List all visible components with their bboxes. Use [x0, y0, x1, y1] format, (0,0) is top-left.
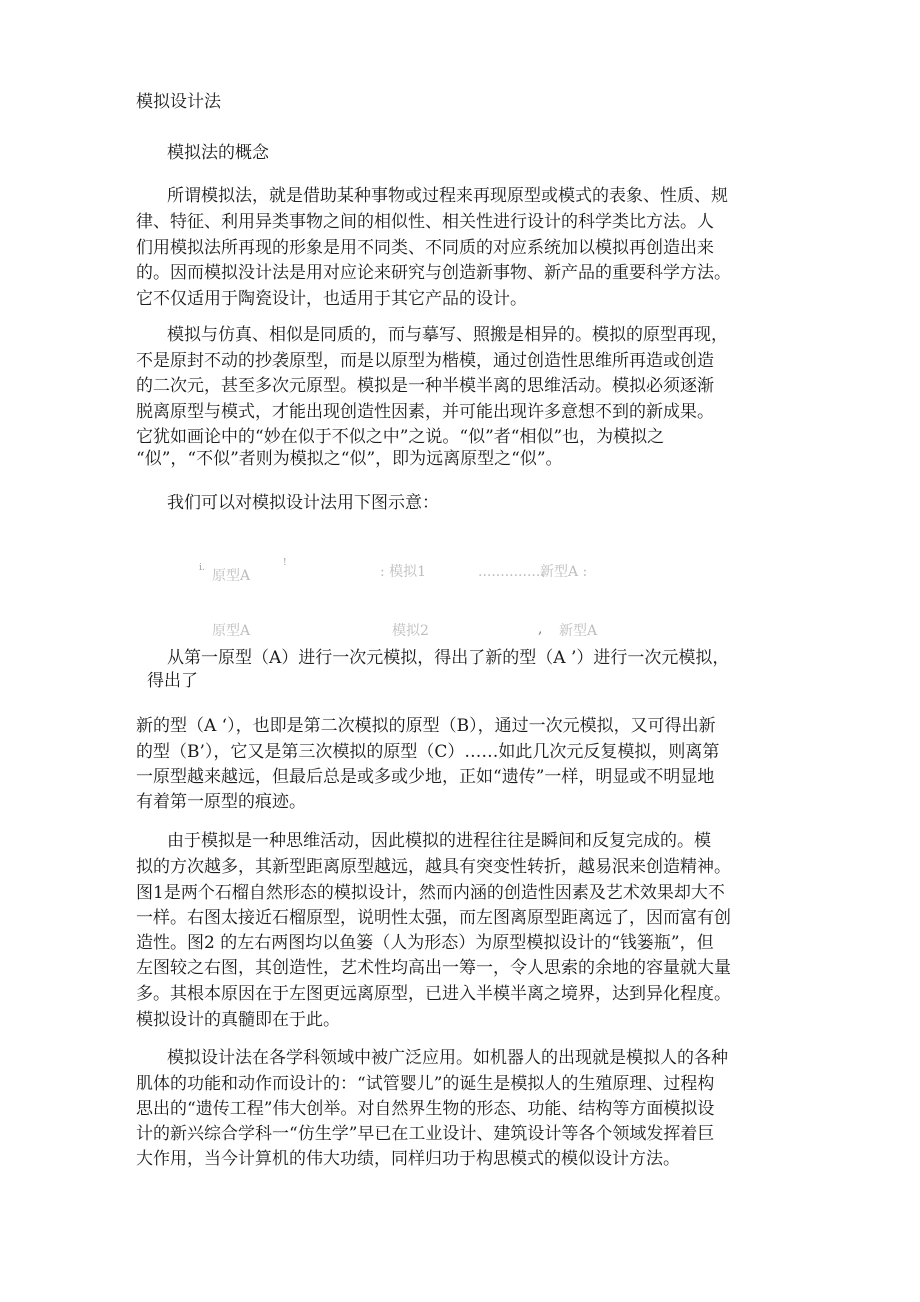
paragraph-line: 肌体的功能和动作而设计的：“试管婴儿”的诞生是模拟人的生殖原理、过程构 [136, 1074, 715, 1094]
paragraph-line: 它不仅适用于陶瓷设计，也适用于其它产品的设计。 [136, 289, 527, 309]
paragraph-line: 一样。右图太接近石榴原型，说明性太强，而左图离原型距离远了，因而富有创 [136, 908, 731, 928]
paragraph-line: 模拟设计法在各学科领域中被广泛应用。如机器人的出现就是模拟人的各种 [167, 1048, 728, 1068]
paragraph-line: 大作用，当今计算机的伟大功绩，同样归功于构思模式的模似设计方法。 [136, 1149, 680, 1169]
paragraph-line: 由于模拟是一种思维活动，因此模拟的进程往往是瞬间和反复完成的。模 [167, 831, 711, 851]
paragraph-line: 脱离原型与模式，才能出现创造性因素，并可能出现许多意想不到的新成果。 [136, 402, 714, 422]
paragraph-line: 它犹如画论中的“妙在似于不似之中”之说。“似”者“相似”也，为模拟之 [136, 427, 665, 447]
diagram-prototype-a: 原型A [212, 568, 251, 584]
paragraph-line: 左图较之右图，其创造性，艺术性均高出一筹一，令人思索的余地的容量就大量 [136, 958, 731, 978]
paragraph-line: 思出的“遗传工程”伟大创举。对自然界生物的形态、功能、结构等方面模拟设 [136, 1099, 715, 1119]
paragraph-line: 所谓模拟法，就是借助某种事物或过程来再现原型或模式的表象、性质、规 [167, 186, 728, 206]
section-heading: 模拟法的概念 [167, 143, 269, 163]
paragraph-line: 拟的方次越多，其新型距离原型越远，越具有突变性转折，越易泯来创造精神。 [136, 857, 731, 877]
paragraph-line: 计的新兴综合学科一“仿生学”早已在工业设计、建筑设计等各个领域发挥着巨 [136, 1124, 715, 1144]
paragraph-line: 律、特征、利用异类事物之间的相似性、相关性进行设计的科学类比方法。人 [136, 212, 714, 232]
paragraph-line: 造性。图2 的左右两图均以鱼篓（人为形态）为原型模拟设计的“钱篓瓶”，但 [136, 933, 714, 953]
paragraph-line: 的。因而模拟没计法是用对应论来研究与创造新事物、新产品的重要科学方法。 [136, 263, 731, 283]
paragraph-line: 多。其根本原因在于左图更远离原型，已进入半模半离之境界，达到异化程度。 [136, 984, 731, 1004]
paragraph-line: 的型（B’），它又是第三次模拟的原型（C）……如此几次元反复模拟，则离第 [136, 742, 720, 762]
paragraph-line: 模拟与仿真、相似是同质的，而与摹写、照搬是相异的。模拟的原型再现， [167, 325, 728, 345]
paragraph-line: 模拟设计的真髓即在于此。 [136, 1010, 340, 1030]
paragraph-line: “似”，“不似”者则为模拟之“似”，即为远离原型之“似”。 [136, 449, 563, 469]
doc-title: 模拟设计法 [136, 92, 221, 112]
paragraph-line: 一原型越来越远，但最后总是或多或少地，正如“遗传”一样，明显或不明显地 [136, 767, 715, 787]
paragraph-line: 有着第一原型的痕迹。 [136, 792, 306, 812]
diagram-new-type-a: 新型A : [540, 564, 588, 580]
paragraph-line: 们用模拟法所再现的形象是用不同类、不同质的对应系统加以模拟再创造出来 [136, 238, 714, 258]
paragraph-line: 从第一原型（A）进行一次元模拟，得出了新的型（A ’）进行一次元模拟， [167, 648, 730, 668]
diagram-dots: ............... [478, 564, 545, 580]
paragraph-line: 得出了 [147, 671, 198, 691]
diagram-mark: ! [283, 558, 287, 568]
paragraph-line: 图1是两个石榴自然形态的模拟设计，然而内涵的创造性因素及艺术效果却大不 [136, 883, 725, 903]
paragraph-line: 不是原封不动的抄袭原型，而是以原型为楷模，通过创造性思维所再造或创造 [136, 351, 714, 371]
paragraph-line: 的二次元，甚至多次元原型。模拟是一种半模半离的思维活动。模拟必须逐渐 [136, 376, 714, 396]
diagram-simulation-1: : 模拟1 [380, 564, 427, 580]
diagram-comma: , [538, 621, 543, 637]
diagram-simulation-2: 模拟2 [392, 623, 429, 639]
diagram-mark: i. [199, 563, 205, 573]
diagram-prototype-a-2: 原型A [212, 623, 251, 639]
diagram-new-type-a-2: 新型A [559, 623, 598, 639]
diagram-intro: 我们可以对模拟设计法用下图示意： [167, 493, 439, 513]
paragraph-line: 新的型（A ‘），也即是第二次模拟的原型（B），通过一次元模拟，又可得出新 [136, 716, 716, 736]
